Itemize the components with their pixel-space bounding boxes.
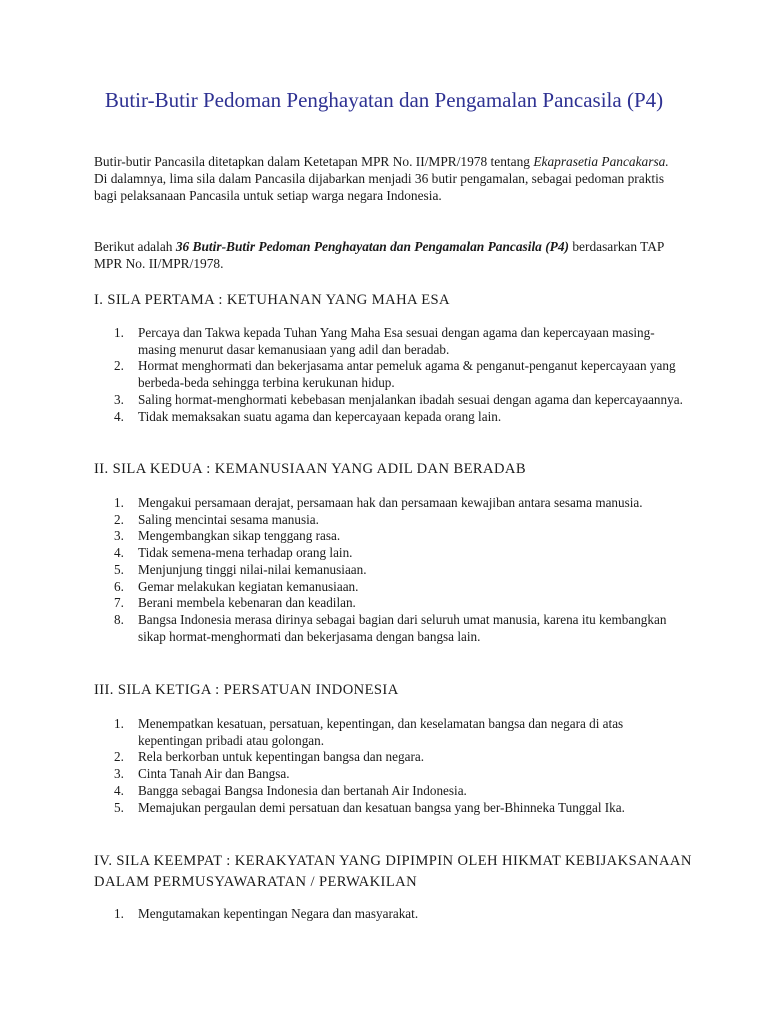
list-item: 1. Percaya dan Takwa kepada Tuhan Yang Maha Esa sesuai dengan agama dan kepercayaan masing-masing menurut dasar kemanusiaan yang adil dan beradab. — [114, 325, 655, 357]
list-item: 1. Mengutamakan kepentingan Negara dan masyarakat. — [114, 906, 419, 921]
section-heading-1: I. SILA PERTAMA : KETUHANAN YANG MAHA ESA — [94, 292, 450, 308]
list-item: 4. Bangga sebagai Bangsa Indonesia dan bertanah Air Indonesia. — [114, 782, 467, 798]
section-list-4 — [94, 906, 684, 923]
section-list-3 — [94, 716, 684, 816]
list-item: 6. Gemar melakukan kegiatan kemanusiaan. — [114, 578, 359, 594]
section-list-2 — [94, 495, 684, 645]
list-item: 3. Saling hormat-menghormati kebebasan menjalankan ibadah sesuai dengan agama dan kepercayaannya. — [114, 391, 683, 407]
list-item: 4. Tidak memaksakan suatu agama dan kepercayaan kepada orang lain. — [114, 408, 502, 424]
list-item: 8. Bangsa Indonesia merasa dirinya sebagai bagian dari seluruh umat manusia, karena itu kembangkan sikap hormat-menghormati dan bekerjasama dengan bangsa lain. — [114, 611, 667, 644]
list-item: 3. Mengembangkan sikap tenggang rasa. — [114, 528, 341, 544]
section-list-1 — [94, 325, 684, 425]
section-heading-2: II. SILA KEDUA : KEMANUSIAAN YANG ADIL DAN BERADAB — [94, 461, 526, 477]
section-heading-4: IV. SILA KEEMPAT : KERAKYATAN YANG DIPIMPIN OLEH HIKMAT KEBIJAKSANAAN DALAM PERMUSYAWARATAN / PERWAKILAN — [94, 853, 692, 890]
list-item: 1. Mengakui persamaan derajat, persamaan hak dan persamaan kewajiban antara sesama manusia. — [114, 495, 643, 510]
list-item: 2. Hormat menghormati dan bekerjasama antar pemeluk agama & penganut-penganut kepercayaan yang berbeda-beda sehingga terbina kerukunan hidup. — [114, 358, 676, 391]
intro-p1-text-1: Butir-butir Pancasila ditetapkan dalam Ketetapan MPR No. II/MPR/1978 tentang — [94, 154, 530, 169]
intro-p1-text-2: Di dalamnya, lima sila dalam Pancasila dijabarkan menjadi 36 butir pengamalan, sebagai pedoman praktis bagi pelaksanaan Pancasila untuk setiap warga negara Indonesia. — [94, 171, 665, 203]
document-title: Butir-Butir Pedoman Penghayatan dan Pengamalan Pancasila (P4) — [104, 88, 664, 112]
list-item: 7. Berani membela kebenaran dan keadilan. — [114, 595, 356, 611]
section-heading-3: III. SILA KETIGA : PERSATUAN INDONESIA — [94, 682, 399, 698]
intro-p2-bold-italic: 36 Butir-Butir Pedoman Penghayatan dan Pengamalan Pancasila (P4) — [175, 239, 570, 254]
intro-paragraph-2 — [94, 238, 684, 272]
intro-p1-italic: Ekaprasetia Pancakarsa. — [533, 154, 669, 169]
intro-paragraph-1 — [94, 153, 684, 204]
list-item: 3. Cinta Tanah Air dan Bangsa. — [114, 766, 290, 782]
list-item: 2. Rela berkorban untuk kepentingan bangsa dan negara. — [114, 749, 424, 765]
list-item: 1. Menempatkan kesatuan, persatuan, kepentingan, dan keselamatan bangsa dan negara di atas kepentingan pribadi atau golongan. — [114, 716, 624, 748]
list-item: 5. Menjunjung tinggi nilai-nilai kemanusiaan. — [114, 561, 367, 577]
intro-p2-text-1: Berikut adalah — [94, 239, 176, 254]
list-item: 4. Tidak semena-mena terhadap orang lain. — [114, 545, 353, 561]
list-item: 5. Memajukan pergaulan demi persatuan dan kesatuan bangsa yang ber-Bhinneka Tunggal Ika. — [114, 799, 625, 815]
intro-p2-text-2: berdasarkan TAP MPR No. II/MPR/1978. — [94, 239, 664, 271]
list-item: 2. Saling mencintai sesama manusia. — [114, 511, 319, 527]
